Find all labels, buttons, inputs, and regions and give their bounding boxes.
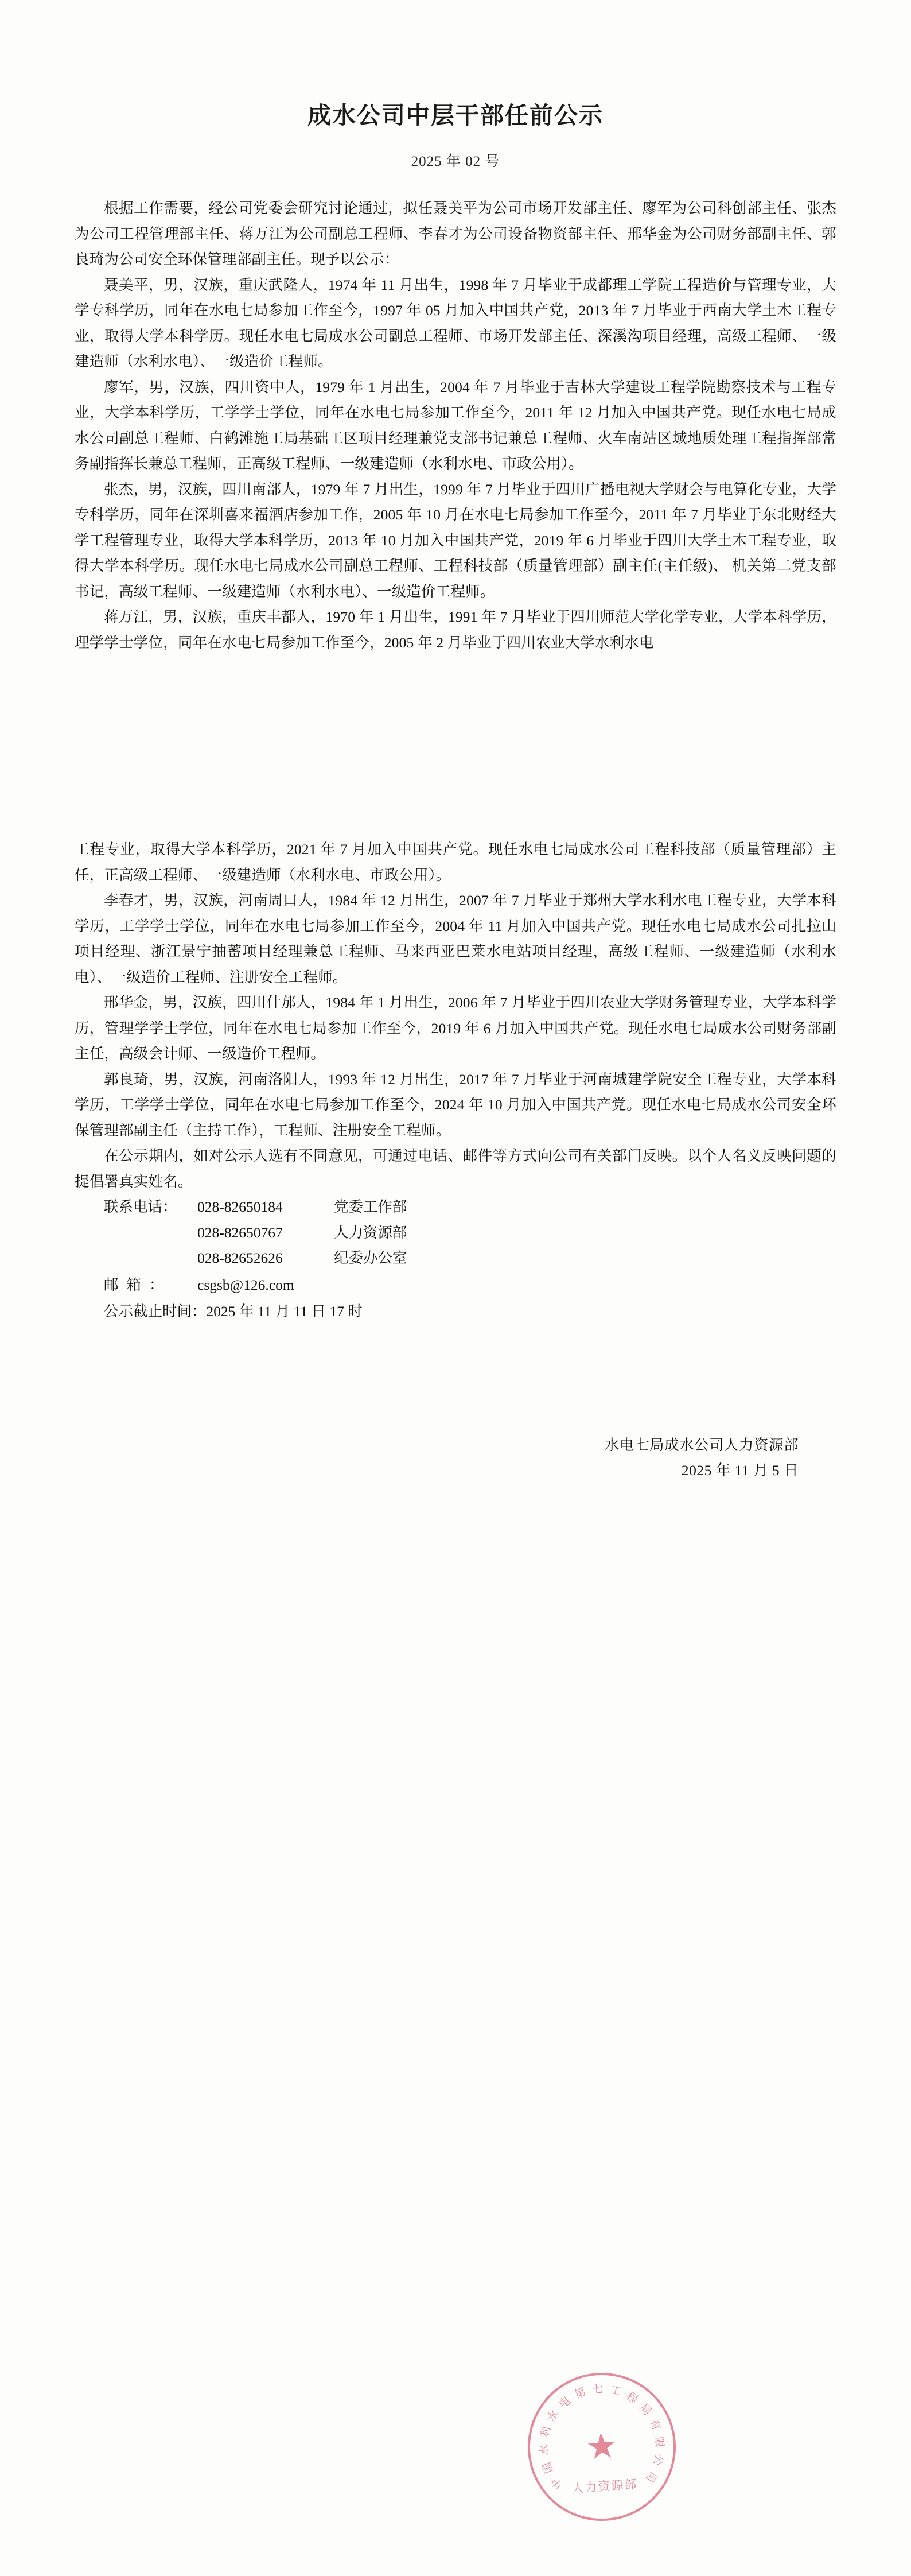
seal-ring-char: 局 — [637, 2402, 654, 2418]
paragraph-zhang-jie: 张杰，男，汉族，四川南部人，1979 年 7 月出生，1999 年 7 月毕业于四川广播电视大学财会与电算化专业，大学专科学历，同年在深圳喜来福酒店参加工作，2005 年 10 月在水电七局参加工作至今，2011 年 7 月毕业于东北财经大学工程管理专业，取得大学本科学历，2013 年 10 月加入中国共产党，2019 年 6 月毕业于四川大学土木工程专业，取得大学本科学历。现任水电七局成水公司副总工程师、工程科技部（质量管理部）副主任(主任级)、 机关第二党支部书记，高级工程师、一级建造师（水利水电）、一级造价工程师。 — [75, 480, 836, 600]
contact-row — [75, 1194, 836, 1220]
seal-ring-char: 限 — [652, 2436, 665, 2449]
mail-row — [75, 1273, 836, 1298]
page-title: 成水公司中层干部任前公示 — [307, 102, 604, 129]
seal-ring-char: 七 — [591, 2383, 604, 2396]
paragraph-xing-huajin: 邢华金，男，汉族，四川什邡人，1984 年 1 月出生，2006 年 7 月毕业于四川农业大学财务管理专业，大学本科学历，管理学学士学位，同年在水电七局参加工作至今，2019 年 6 月加入中国共产党。现任水电七局成水公司财务部副主任，高级会计师、一级造价工程师。 — [75, 994, 836, 1062]
seal-bottom-text: 人力资源部 — [571, 2477, 639, 2496]
mail-label: 邮箱： — [104, 1276, 172, 1293]
contact-row — [75, 1246, 836, 1271]
contact-block — [75, 1194, 836, 1325]
seal-ring-char: 水 — [545, 2408, 562, 2424]
contact-department: 党委工作部 — [334, 1198, 407, 1215]
star-icon: ★ — [584, 2426, 620, 2468]
paragraph-li-chuncai: 李春才，男，汉族，河南周口人，1984 年 12 月出生，2007 年 7 月毕业于郑州大学水利水电工程专业，大学本科学历，工学学士学位，同年在水电七局参加工作至今，2004 年 11 月加入中国共产党。现任水电七局成水公司扎拉山项目经理、浙江景宁抽蓄项目经理兼总工程师、马来西亚巴莱水电站项目经理，高级工程师、一级建造师（水利水电）、一级造价工程师、注册安全工程师。 — [75, 892, 836, 986]
signature-org: 水电七局成水公司人力资源部 — [604, 1436, 799, 1453]
seal-ring-char: 公 — [650, 2453, 665, 2467]
paragraph-feedback-notice: 在公示期内，如对公示人选有不同意见，可通过电话、邮件等方式向公司有关部门反映。以个人名义反映问题的提倡署真实姓名。 — [75, 1147, 836, 1190]
seal-ring-char: 水 — [538, 2444, 551, 2456]
mail-address: csgsb@126.com — [197, 1276, 294, 1293]
contact-department: 人力资源部 — [334, 1224, 407, 1241]
page-break-gap — [0, 655, 911, 837]
contact-phone-number: 028-82650184 — [197, 1198, 283, 1215]
paragraph-liao-jun: 廖军，男，汉族，四川资中人，1979 年 1 月出生，2004 年 7 月毕业于吉林大学建设工程学院勘察技术与工程专业，大学本科学历，工学学士学位，同年在水电七局参加工作至今，2011 年 12 月加入中国共产党。现任水电七局成水公司副总工程师、白鹤滩施工局基础工区项目经理兼党支部书记兼总工程师、火车南站区域地质处理工程指挥部常务副指挥长兼总工程师，正高级工程师、一级建造师（水利水电、市政公用）。 — [75, 378, 836, 472]
contact-phone-number: 028-82650767 — [197, 1224, 283, 1241]
paragraph-nie-meiping: 聂美平，男，汉族，重庆武隆人，1974 年 11 月出生，1998 年 7 月毕业于成都理工学院工程造价与管理专业，大学专科学历，同年在水电七局参加工作至今，1997 年 05 月加入中国共产党，2013 年 7 月毕业于西南大学土木工程专业，取得大学本科学历。现任水电七局成水公司副总工程师、市场开发部主任、深溪沟项目经理，高级工程师、一级建造师（水利水电）、一级造价工程师。 — [75, 276, 836, 370]
document-body-page1 — [75, 170, 836, 655]
document-number: 2025 年 02 号 — [411, 154, 500, 169]
contact-department: 纪委办公室 — [334, 1250, 407, 1266]
seal-ring-char: 电 — [557, 2394, 574, 2411]
document-body-page2 — [75, 837, 836, 1194]
contact-row — [75, 1220, 836, 1246]
signature-date: 2025 年 11 月 5 日 — [681, 1461, 799, 1479]
paragraph-intro: 根据工作需要，经公司党委会研究讨论通过，拟任聂美平为公司市场开发部主任、廖军为公司科创部主任、张杰为公司工程管理部主任、蒋万江为公司副总工程师、李春才为公司设备物资部主任、邢华金为公司财务部副主任、郭良琦为公司安全环保管理部副主任。现予以公示： — [75, 200, 836, 267]
contact-phone-number: 028-82652626 — [197, 1250, 283, 1266]
seal-ring-char: 程 — [624, 2390, 640, 2406]
seal-ring-text — [525, 2371, 679, 2524]
deadline-text: 公示截止时间：2025 年 11 月 11 日 17 时 — [104, 1303, 363, 1320]
seal-ring-char: 利 — [539, 2425, 554, 2439]
seal-ring-char: 工 — [609, 2384, 622, 2399]
paragraph-guo-liangqi: 郭良琦，男，汉族，河南洛阳人，1993 年 12 月出生，2017 年 7 月毕业于河南城建学院安全工程专业，大学本科学历，工学学士学位，同年在水电七局参加工作至今，2024 年 10 月加入中国共产党。现任水电七局成水公司安全环保管理部副主任（主持工作），工程师、注册安全工程师。 — [75, 1070, 836, 1139]
seal-ring-char: 有 — [647, 2417, 663, 2433]
seal-ring-char: 中 — [549, 2474, 566, 2491]
paragraph-jiang-wanjiang: 蒋万江，男，汉族，重庆丰都人，1970 年 1 月出生，1991 年 7 月毕业于四川师范大学化学专业，大学本科学历，理学学士学位，同年在水电七局参加工作至今，2005 年 2 月毕业于四川农业大学水利水电 — [75, 608, 836, 651]
seal-ring-char: 国 — [540, 2460, 556, 2475]
official-seal-stamp — [523, 2368, 680, 2525]
signature-block — [0, 1433, 911, 1483]
paragraph-jiang-wanjiang-cont: 工程专业，取得大学本科学历，2021 年 7 月加入中国共产党。现任水电七局成水公司工程科技部（质量管理部）主任，正高级工程师、一级建造师（水利水电、市政公用）。 — [75, 841, 836, 883]
seal-ring-char: 第 — [573, 2385, 588, 2402]
seal-ring-char: 司 — [643, 2468, 659, 2485]
contact-phone-label: 联系电话： — [104, 1198, 177, 1215]
